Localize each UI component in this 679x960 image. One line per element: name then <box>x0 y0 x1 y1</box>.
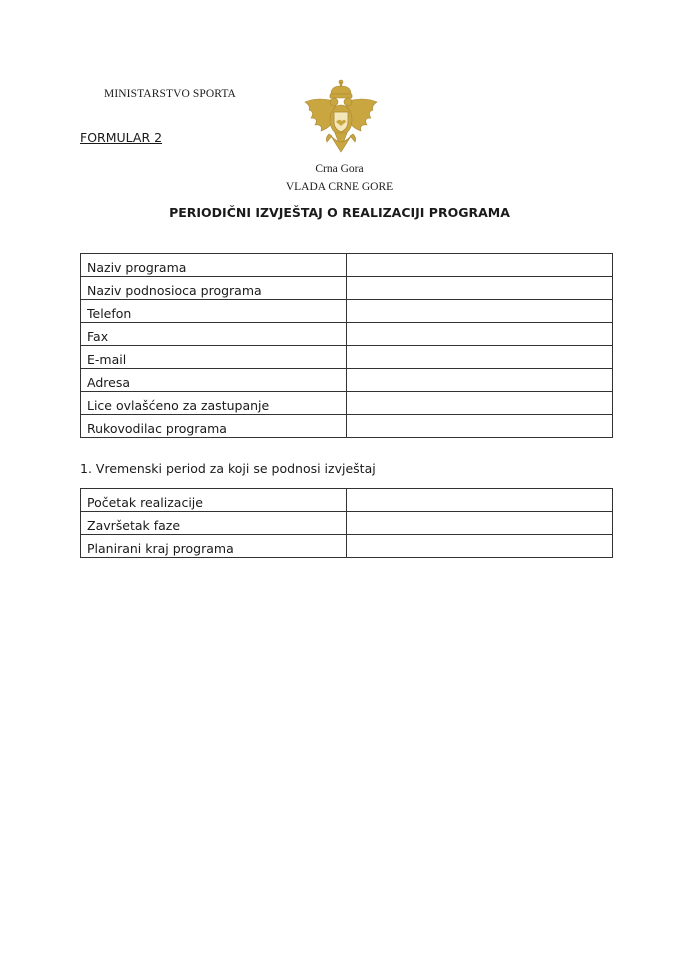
field-label: Planirani kraj programa <box>81 535 347 558</box>
applicant-name-field[interactable] <box>347 277 613 300</box>
address-field[interactable] <box>347 369 613 392</box>
table-row <box>81 512 613 535</box>
field-label: Adresa <box>81 369 347 392</box>
program-info-table <box>80 253 613 438</box>
table-row <box>81 415 613 438</box>
phase-end-field[interactable] <box>347 512 613 535</box>
field-label: Lice ovlašćeno za zastupanje <box>81 392 347 415</box>
montenegro-coat-of-arms-icon <box>301 78 381 162</box>
table-row <box>81 300 613 323</box>
country-name: Crna Gora <box>315 163 364 175</box>
field-label: Naziv programa <box>81 254 347 277</box>
program-name-field[interactable] <box>347 254 613 277</box>
table-row <box>81 369 613 392</box>
field-label: Naziv podnosioca programa <box>81 277 347 300</box>
time-period-table <box>80 488 613 558</box>
section-heading: 1. Vremenski period za koji se podnosi izvještaj <box>80 461 376 476</box>
table-row <box>81 277 613 300</box>
field-label: Početak realizacije <box>81 489 347 512</box>
table-row <box>81 346 613 369</box>
ministry-name: MINISTARSTVO SPORTA <box>104 88 236 100</box>
program-manager-field[interactable] <box>347 415 613 438</box>
email-field[interactable] <box>347 346 613 369</box>
document-title: PERIODIČNI IZVJEŠTAJ O REALIZACIJI PROGRAMA <box>169 205 510 220</box>
field-label: Telefon <box>81 300 347 323</box>
table-row <box>81 254 613 277</box>
table-row <box>81 392 613 415</box>
field-label: Fax <box>81 323 347 346</box>
start-date-field[interactable] <box>347 489 613 512</box>
fax-field[interactable] <box>347 323 613 346</box>
authorized-person-field[interactable] <box>347 392 613 415</box>
phone-field[interactable] <box>347 300 613 323</box>
field-label: Završetak faze <box>81 512 347 535</box>
planned-end-field[interactable] <box>347 535 613 558</box>
table-row <box>81 323 613 346</box>
government-name: VLADA CRNE GORE <box>285 181 394 193</box>
table-row <box>81 489 613 512</box>
field-label: E-mail <box>81 346 347 369</box>
table-row <box>81 535 613 558</box>
field-label: Rukovodilac programa <box>81 415 347 438</box>
form-label: FORMULAR 2 <box>80 130 163 145</box>
